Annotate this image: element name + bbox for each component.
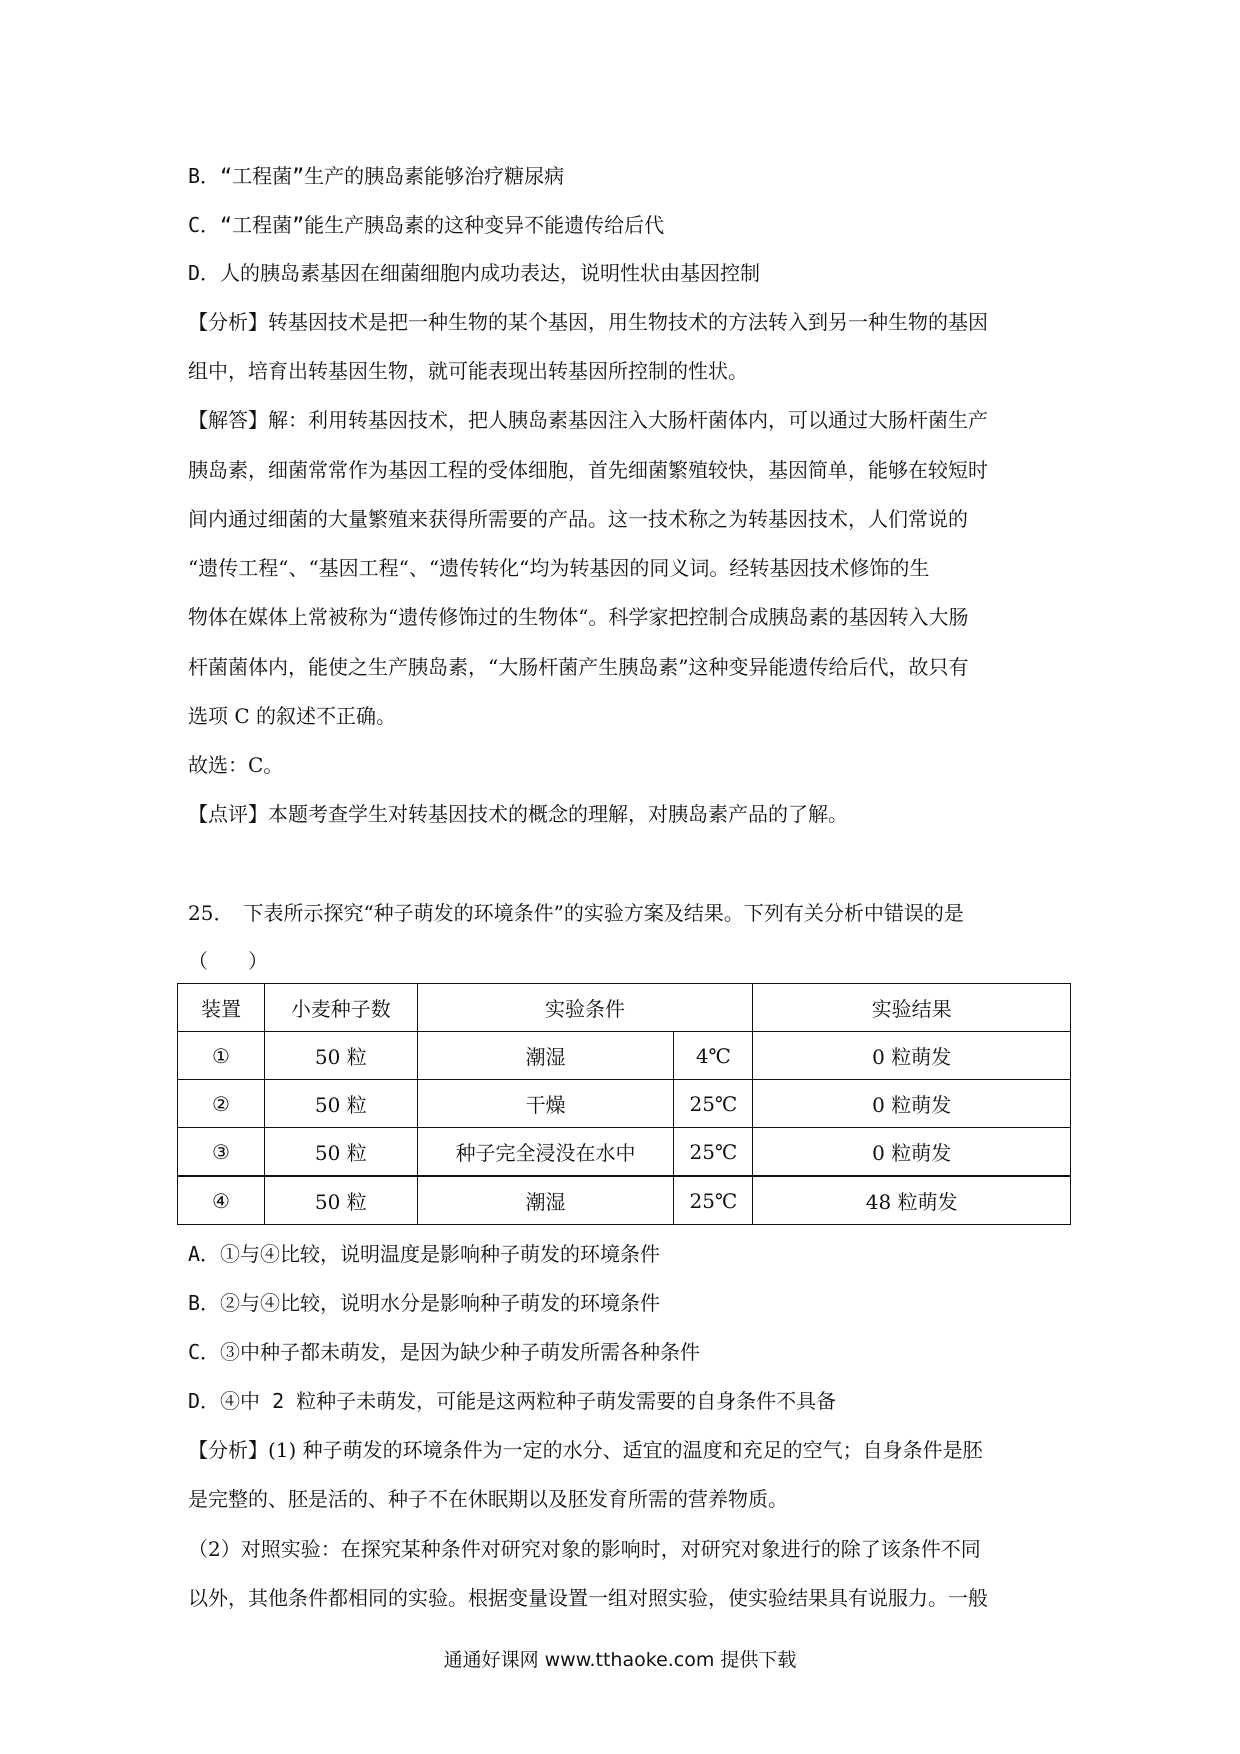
cell-condition: 种子完全浸没在水中 — [417, 1128, 674, 1177]
answer-prev-line: 杆菌菌体内，能使之生产胰岛素，“大肠杆菌产生胰岛素”这种变异能遗传给后代，故只有 — [188, 655, 969, 679]
answer-prev-line: 间内通过细菌的大量繁殖来获得所需要的产品。这一技术称之为转基因技术，人们常说的 — [188, 507, 968, 531]
analysis-prev-line: 组中，培育出转基因生物，就可能表现出转基因所控制的性状。 — [188, 359, 748, 383]
cell-device: ① — [178, 1032, 265, 1080]
cell-temperature: 25℃ — [674, 1176, 753, 1225]
table-header-row — [178, 984, 1071, 1032]
table-row — [178, 1128, 1071, 1177]
answer-prev-line: “遗传工程“、“基因工程“、“遗传转化“均为转基因的同义词。经转基因技术修饰的生 — [188, 556, 930, 580]
answer-prev-line: 胰岛素，细菌常常作为基因工程的受体细胞，首先细菌繁殖较快，基因简单，能够在较短时 — [188, 458, 988, 482]
cell-seed-count: 50 粒 — [264, 1176, 417, 1225]
cell-device: ② — [178, 1080, 265, 1128]
answer-prev-line: 选项 C 的叙述不正确。 — [188, 704, 397, 728]
answer-prev-line: 【解答】解：利用转基因技术，把人胰岛素基因注入大肠杆菌体内，可以通过大肠杆菌生产 — [188, 408, 988, 432]
cell-seed-count: 50 粒 — [264, 1080, 417, 1128]
question-25-stem: 25． 下表所示探究“种子萌发的环境条件”的实验方案及结果。下列有关分析中错误的是 — [188, 901, 964, 925]
option-c: C．③中种子都未萌发，是因为缺少种子萌发所需各种条件 — [188, 1340, 701, 1364]
table-row — [178, 1032, 1071, 1080]
analysis-prev-line: 【分析】转基因技术是把一种生物的某个基因，用生物技术的方法转入到另一种生物的基因 — [188, 310, 988, 334]
option-d-prev: D．人的胰岛素基因在细菌细胞内成功表达，说明性状由基因控制 — [188, 261, 761, 285]
cell-condition: 干燥 — [417, 1080, 674, 1128]
option-c-prev: C．“工程菌”能生产胰岛素的这种变异不能遗传给后代 — [188, 213, 665, 237]
answer-prev-line: 物体在媒体上常被称为“遗传修饰过的生物体“。科学家把控制合成胰岛素的基因转入大肠 — [188, 605, 969, 629]
cell-temperature: 25℃ — [674, 1128, 753, 1177]
question-25-paren: （ ） — [188, 949, 268, 973]
cell-temperature: 25℃ — [674, 1080, 753, 1128]
cell-condition: 潮湿 — [417, 1032, 674, 1080]
cell-seed-count: 50 粒 — [264, 1128, 417, 1177]
analysis-line: （2）对照实验：在探究某种条件对研究对象的影响时，对研究对象进行的除了该条件不同 — [188, 1537, 981, 1561]
analysis-line: 【分析】(1) 种子萌发的环境条件为一定的水分、适宜的温度和充足的空气；自身条件是胚 — [188, 1438, 983, 1462]
analysis-line: 以外，其他条件都相同的实验。根据变量设置一组对照实验，使实验结果具有说服力。一般 — [188, 1586, 988, 1610]
cell-temperature: 4℃ — [674, 1032, 753, 1080]
table-row — [178, 1176, 1071, 1225]
option-a: A．①与④比较，说明温度是影响种子萌发的环境条件 — [188, 1242, 661, 1266]
cell-condition: 潮湿 — [417, 1176, 674, 1225]
page-footer: 通通好课网 www.tthaoke.com 提供下载 — [443, 1649, 797, 1671]
experiment-table — [177, 983, 1071, 1225]
option-b-prev: B．“工程菌”生产的胰岛素能够治疗糖尿病 — [188, 164, 565, 188]
cell-result: 0 粒萌发 — [753, 1128, 1071, 1177]
header-conditions: 实验条件 — [417, 984, 753, 1032]
choice-prev: 故选：C。 — [188, 753, 284, 777]
cell-result: 0 粒萌发 — [753, 1032, 1071, 1080]
header-results: 实验结果 — [753, 984, 1071, 1032]
comment-prev: 【点评】本题考查学生对转基因技术的概念的理解，对胰岛素产品的了解。 — [188, 802, 848, 826]
header-device: 装置 — [178, 984, 265, 1032]
header-seed-count: 小麦种子数 — [264, 984, 417, 1032]
cell-device: ③ — [178, 1128, 265, 1177]
cell-seed-count: 50 粒 — [264, 1032, 417, 1080]
cell-result: 48 粒萌发 — [753, 1176, 1071, 1225]
cell-device: ④ — [178, 1176, 265, 1225]
option-d: D．④中 2 粒种子未萌发，可能是这两粒种子萌发需要的自身条件不具备 — [188, 1389, 837, 1413]
analysis-line: 是完整的、胚是活的、种子不在休眠期以及胚发育所需的营养物质。 — [188, 1487, 788, 1511]
cell-result: 0 粒萌发 — [753, 1080, 1071, 1128]
option-b: B．②与④比较，说明水分是影响种子萌发的环境条件 — [188, 1291, 661, 1315]
table-row — [178, 1080, 1071, 1128]
